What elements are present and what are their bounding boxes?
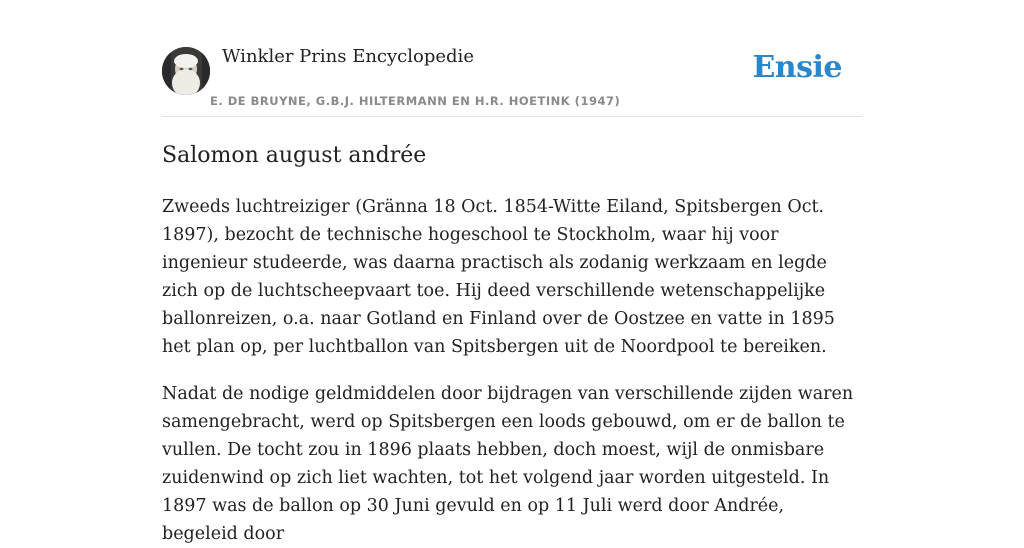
portrait-image [162,47,210,95]
article-title: Salomon august andrée [162,143,427,168]
article-paragraph: Nadat de nodige geldmiddelen door bijdragen van verschillende zijden waren samengebracht, werd op Spitsbergen een loods gebouwd, om er de ballon te vullen. De tocht zou in 1896 plaats hebben, doch moest, wijl de onmisbare zuidenwind op zich liet wachten, tot het volgend jaar worden uitgesteld. In 1897 was de ballon op 30 Juni gevuld en op 11 Juli werd door Andrée, begeleid door [162,384,854,544]
header [162,0,862,117]
article-paragraph: Zweeds luchtreiziger (Gränna 18 Oct. 1854-Witte Eiland, Spitsbergen Oct. 1897), bezocht de technische hogeschool te Stockholm, waar hij voor ingenieur studeerde, was daarna practisch als zodanig werkzaam en legde zich op de luchtscheepvaart toe. Hij deed verschillende wetenschappelijke ballonreizen, o.a. naar Gotland en Finland over de Oostzee en vatte in 1895 het plan op, per luchtballon van Spitsbergen uit de Noordpool te bereiken. [162,197,835,357]
publication-title[interactable]: Winkler Prins Encyclopedie [222,46,474,67]
brand-logo[interactable]: Ensie [752,50,842,85]
publication-authors: E. DE BRUYNE, G.B.J. HILTERMANN EN H.R. HOETINK (1947) [210,94,621,108]
author-avatar[interactable] [162,47,210,95]
page [162,0,862,548]
